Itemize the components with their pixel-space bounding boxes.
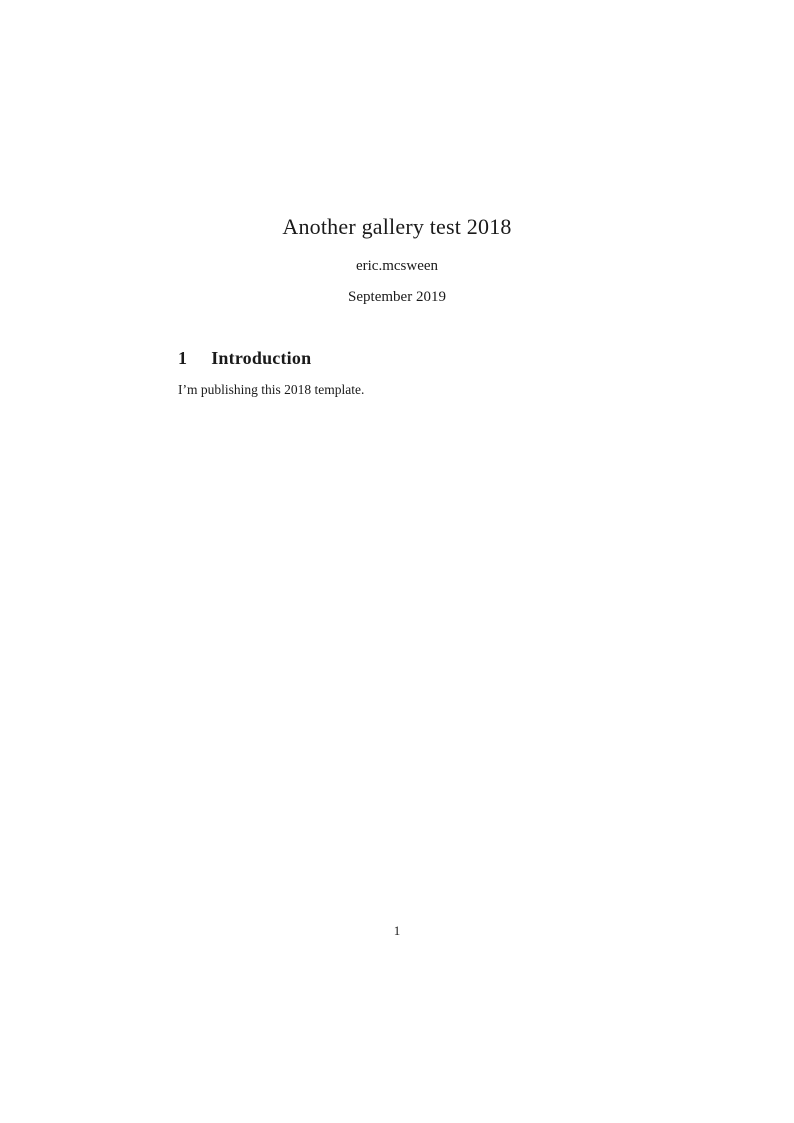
section-title: Introduction (211, 348, 312, 369)
document-date: September 2019 (348, 289, 446, 306)
text-block (178, 0, 616, 399)
page-number: 1 (393, 923, 401, 938)
section-heading (178, 348, 616, 369)
document-author: eric.mcsween (355, 258, 439, 275)
document-title: Another gallery test 2018 (282, 214, 512, 239)
section-paragraph: I’m publishing this 2018 template. (178, 382, 365, 398)
section-number: 1 (178, 348, 188, 369)
